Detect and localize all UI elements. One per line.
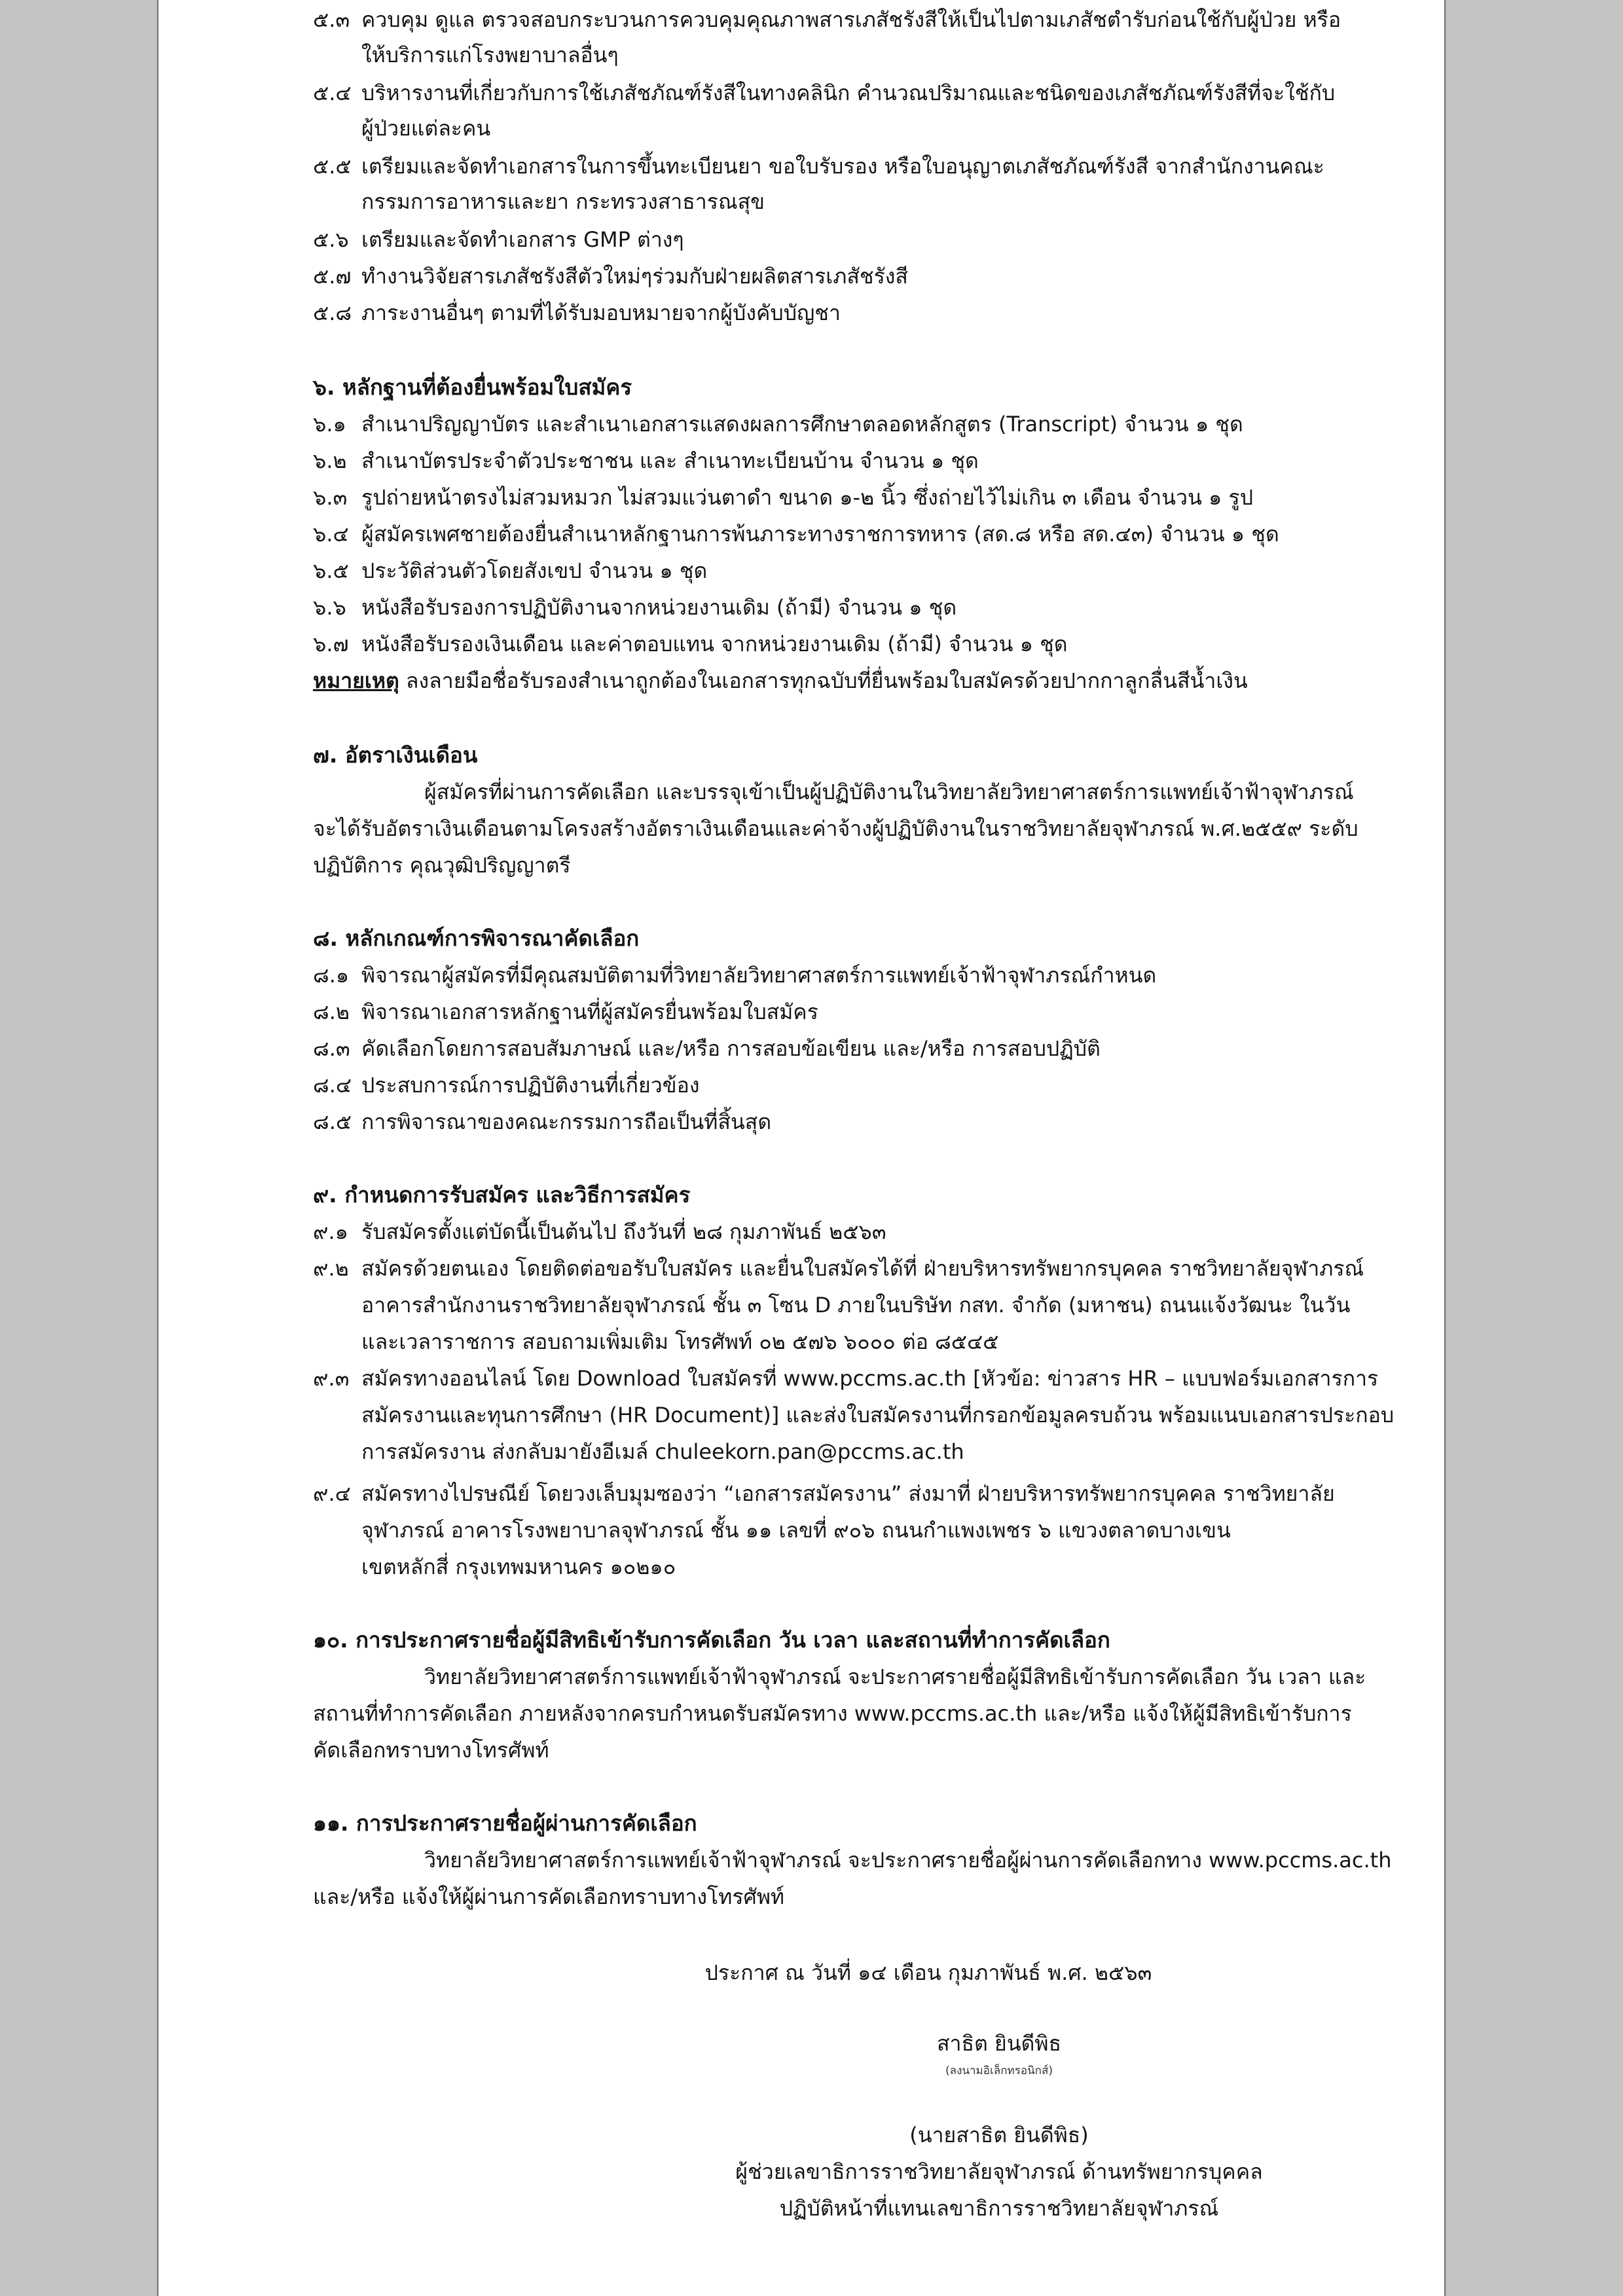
item-text: เตรียมและจัดทำเอกสาร GMP ต่างๆ [361,227,684,252]
item-text: รูปถ่ายหน้าตรงไม่สวมหมวก ไม่สวมแว่นตาดำ ขนาด ๑-๒ นิ้ว ซึ่งถ่ายไว้ไม่เกิน ๓ เดือน จำนวน ๑ รูป [361,485,1254,510]
item-text-continued: ให้บริการแก่โรงพยาบาลอื่นๆ [361,43,619,67]
item-number: ๕.๔ [313,81,352,105]
item-text: ประสบการณ์การปฏิบัติงานที่เกี่ยวข้อง [361,1073,700,1098]
item-number: ๕.๖ [313,227,349,252]
announcement-date: ประกาศ ณ วันที่ ๑๔ เดือน กุมภาพันธ์ พ.ศ. ๒๕๖๓ [704,1960,1152,1985]
item-text: บริหารงานที่เกี่ยวกับการใช้เภสัชภัณฑ์รังสีในทางคลินิก คำนวณปริมาณและชนิดของเภสัชภัณฑ์รังสีที่จะใช้กับ [361,81,1336,105]
item-text-continued: กรรมการอาหารและยา กระทรวงสาธารณสุข [361,189,765,214]
item-number: ๘.๔ [313,1073,352,1098]
item-text: พิจารณาเอกสารหลักฐานที่ผู้สมัครยื่นพร้อมใบสมัคร [361,999,818,1024]
item-number: ๕.๗ [313,264,352,289]
item-text: ภาระงานอื่นๆ ตามที่ได้รับมอบหมายจากผู้บังคับบัญชา [361,300,841,325]
signer-acting-position: ปฏิบัติหน้าที่แทนเลขาธิการราชวิทยาลัยจุฬาภรณ์ [779,2196,1219,2221]
item-text: ประวัติส่วนตัวโดยสังเขป จำนวน ๑ ชุด [361,558,708,583]
item-number: ๘.๕ [313,1109,352,1134]
paragraph-line: วิทยาลัยวิทยาศาสตร์การแพทย์เจ้าฟ้าจุฬาภรณ์ จะประกาศรายชื่อผู้ผ่านการคัดเลือกทาง www.pccms.ac.th [424,1848,1392,1873]
item-text: หนังสือรับรองเงินเดือน และค่าตอบแทน จากหน่วยงานเดิม (ถ้ามี) จำนวน ๑ ชุด [361,632,1068,656]
section-11-heading: ๑๑. การประกาศรายชื่อผู้ผ่านการคัดเลือก [313,1810,697,1836]
item-text-continued: ผู้ป่วยแต่ละคน [361,116,491,141]
item-number: ๙.๒ [313,1256,349,1281]
note-text: ลงลายมือชื่อรับรองสำเนาถูกต้องในเอกสารทุกฉบับที่ยื่นพร้อมใบสมัครด้วยปากกาลูกลื่นสีน้ำเงิน [405,668,1248,693]
item-text: สมัครด้วยตนเอง โดยติดต่อขอรับใบสมัคร และยื่นใบสมัครได้ที่ ฝ่ายบริหารทรัพยากรบุคคล ราชวิทยาลัยจุฬาภรณ์ [361,1256,1364,1281]
signer-position: ผู้ช่วยเลขาธิการราชวิทยาลัยจุฬาภรณ์ ด้านทรัพยากรบุคคล [735,2159,1263,2184]
item-text: ทำงานวิจัยสารเภสัชรังสีตัวใหม่ๆร่วมกับฝ่ายผลิตสารเภสัชรังสี [361,264,908,289]
section-10-heading: ๑๐. การประกาศรายชื่อผู้มีสิทธิเข้ารับการคัดเลือก วัน เวลา และสถานที่ทำการคัดเลือก [313,1627,1110,1653]
item-text: การพิจารณาของคณะกรรมการถือเป็นที่สิ้นสุด [361,1109,772,1134]
item-text: ควบคุม ดูแล ตรวจสอบกระบวนการควบคุมคุณภาพสารเภสัชรังสีให้เป็นไปตามเภสัชตำรับก่อนใช้กับผู้ป่วย หรือ [361,7,1341,32]
item-number: ๙.๑ [313,1219,348,1244]
electronic-signature-note: (ลงนามอิเล็กทรอนิกส์) [945,2064,1053,2077]
item-number: ๕.๘ [313,300,352,325]
item-text-continued: และเวลาราชการ สอบถามเพิ่มเติม โทรศัพท์ ๐๒ ๕๗๖ ๖๐๐๐ ต่อ ๘๕๔๕ [361,1329,999,1354]
section-9-heading: ๙. กำหนดการรับสมัคร และวิธีการสมัคร [313,1182,691,1208]
item-text: สมัครทางไปรษณีย์ โดยวงเล็บมุมซองว่า “เอกสารสมัครงาน” ส่งมาที่ ฝ่ายบริหารทรัพยากรบุคคล ราชวิทยาลัย [361,1481,1335,1506]
paragraph-line: และ/หรือ แจ้งให้ผู้ผ่านการคัดเลือกทราบทางโทรศัพท์ [313,1884,785,1909]
note-label: หมายเหตุ [313,668,399,693]
item-text: พิจารณาผู้สมัครที่มีคุณสมบัติตามที่วิทยาลัยวิทยาศาสตร์การแพทย์เจ้าฟ้าจุฬาภรณ์กำหนด [361,963,1157,988]
item-number: ๖.๖ [313,595,346,620]
item-number: ๖.๕ [313,558,349,583]
signer-full-name: (นายสาธิต ยินดีพิธ) [909,2123,1089,2147]
item-number: ๖.๓ [313,485,348,510]
item-text: รับสมัครตั้งแต่บัดนี้เป็นต้นไป ถึงวันที่ ๒๘ กุมภาพันธ์ ๒๕๖๓ [361,1219,886,1244]
item-number: ๕.๓ [313,7,350,32]
section-7-heading: ๗. อัตราเงินเดือน [313,742,478,768]
item-text: สำเนาบัตรประจำตัวประชาชน และ สำเนาทะเบียนบ้าน จำนวน ๑ ชุด [361,448,979,473]
signer-name: สาธิต ยินดีพิธ [936,2031,1062,2056]
item-text-continued: เขตหลักสี่ กรุงเทพมหานคร ๑๐๒๑๐ [361,1554,676,1579]
item-text-continued: อาคารสำนักงานราชวิทยาลัยจุฬาภรณ์ ชั้น ๓ โซน D ภายในบริษัท กสท. จำกัด (มหาชน) ถนนแจ้งวัฒนะ ในวัน [361,1293,1351,1318]
item-number: ๘.๒ [313,999,350,1024]
paragraph-line: ผู้สมัครที่ผ่านการคัดเลือก และบรรจุเข้าเป็นผู้ปฏิบัติงานในวิทยาลัยวิทยาศาสตร์การแพทย์เจ้าฟ้าจุฬาภรณ์ [424,780,1354,804]
item-text: สมัครทางออนไลน์ โดย Download ใบสมัครที่ www.pccms.ac.th [หัวข้อ: ข่าวสาร HR – แบบฟอร์มเอกสารการ [361,1366,1379,1391]
item-number: ๘.๓ [313,1036,350,1061]
item-text-continued: จุฬาภรณ์ อาคารโรงพยาบาลจุฬาภรณ์ ชั้น ๑๑ เลขที่ ๙๐๖ ถนนกำแพงเพชร ๖ แขวงตลาดบางเขน [361,1518,1231,1543]
item-number: ๕.๕ [313,154,352,179]
item-number: ๙.๓ [313,1366,350,1391]
item-number: ๖.๑ [313,412,346,437]
item-text: สำเนาปริญญาบัตร และสำเนาเอกสารแสดงผลการศึกษาตลอดหลักสูตร (Transcript) จำนวน ๑ ชุด [361,412,1243,437]
paragraph-line: จะได้รับอัตราเงินเดือนตามโครงสร้างอัตราเงินเดือนและค่าจ้างผู้ปฏิบัติงานในราชวิทยาลัยจุฬาภรณ์ พ.ศ.๒๕๕๙ ระดับ [313,816,1359,841]
paragraph-line: วิทยาลัยวิทยาศาสตร์การแพทย์เจ้าฟ้าจุฬาภรณ์ จะประกาศรายชื่อผู้มีสิทธิเข้ารับการคัดเลือก วัน เวลา และ [424,1664,1366,1689]
item-text: คัดเลือกโดยการสอบสัมภาษณ์ และ/หรือ การสอบข้อเขียน และ/หรือ การสอบปฏิบัติ [361,1036,1101,1061]
item-number: ๖.๒ [313,448,347,473]
item-text: หนังสือรับรองการปฏิบัติงานจากหน่วยงานเดิม (ถ้ามี) จำนวน ๑ ชุด [361,595,957,620]
note-line [313,666,1248,695]
item-number: ๖.๗ [313,632,349,656]
item-text: เตรียมและจัดทำเอกสารในการขึ้นทะเบียนยา ขอใบรับรอง หรือใบอนุญาตเภสัชภัณฑ์รังสี จากสำนักงานคณะ [361,154,1324,179]
document-page [157,0,1446,2296]
item-text: ผู้สมัครเพศชายต้องยื่นสำเนาหลักฐานการพ้นภาระทางราชการทหาร (สด.๘ หรือ สด.๔๓) จำนวน ๑ ชุด [361,522,1279,547]
paragraph-line: ปฏิบัติการ คุณวุฒิปริญญาตรี [313,853,571,878]
item-text-continued: สมัครงานและทุนการศึกษา (HR Document)] และส่งใบสมัครงานที่กรอกข้อมูลครบถ้วน พร้อมแนบเอกสารประกอบ [361,1403,1395,1427]
item-number: ๖.๔ [313,522,349,547]
paragraph-line: คัดเลือกทราบทางโทรศัพท์ [313,1738,549,1763]
section-8-heading: ๘. หลักเกณฑ์การพิจารณาคัดเลือก [313,925,640,951]
item-number: ๙.๔ [313,1481,351,1506]
paragraph-line: สถานที่ทำการคัดเลือก ภายหลังจากครบกำหนดรับสมัครทาง www.pccms.ac.th และ/หรือ แจ้งให้ผู้มีสิทธิเข้ารับการ [313,1701,1352,1726]
section-6-heading: ๖. หลักฐานที่ต้องยื่นพร้อมใบสมัคร [313,374,632,400]
item-number: ๘.๑ [313,963,350,988]
item-text-continued: การสมัครงาน ส่งกลับมายังอีเมล์ chuleekorn.pan@pccms.ac.th [361,1439,964,1464]
